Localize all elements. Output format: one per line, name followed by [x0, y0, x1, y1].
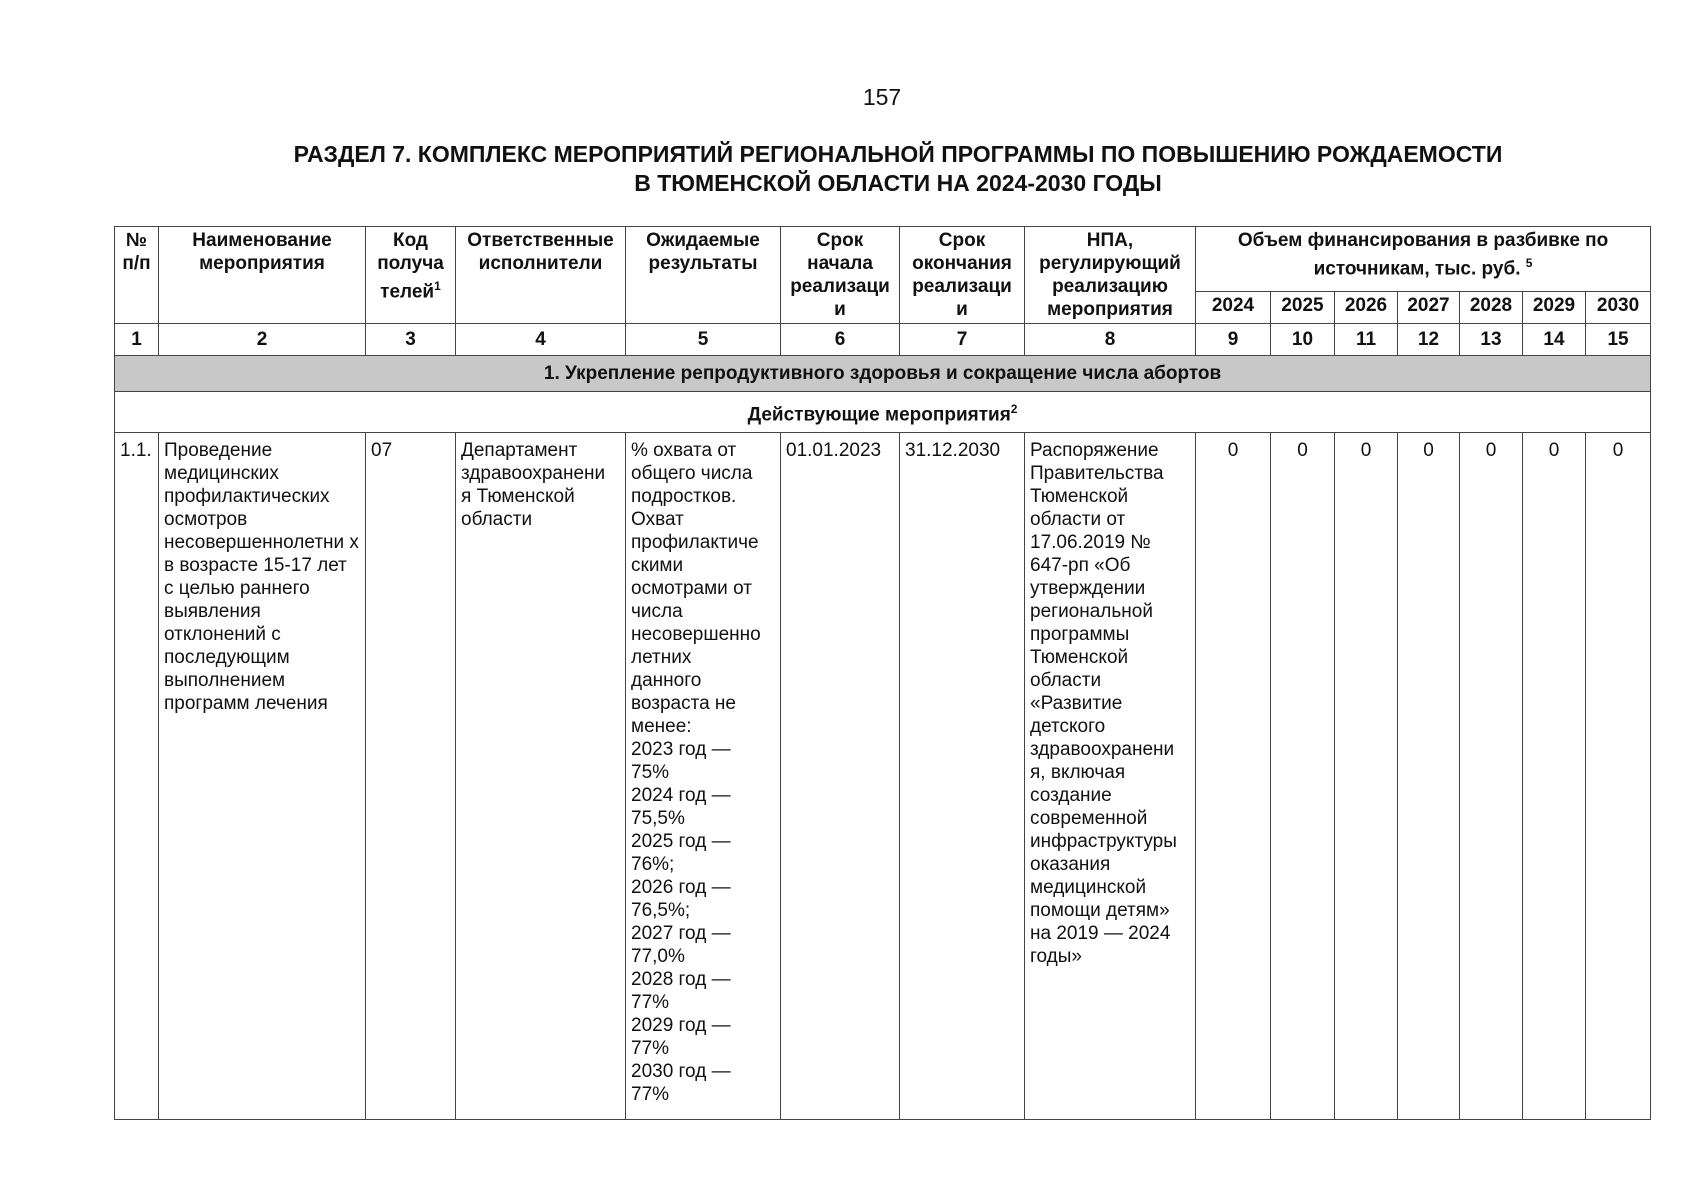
- result-line: 2028 год —: [631, 969, 731, 991]
- header-name: Наименование мероприятия: [159, 227, 366, 324]
- header-row: [115, 227, 1651, 292]
- section-title-line-2: В ТЮМЕНСКОЙ ОБЛАСТИ НА 2024-2030 ГОДЫ: [634, 170, 1162, 196]
- row-code: 07: [366, 433, 456, 1120]
- header-code-footnote: 1: [434, 279, 441, 293]
- subsection-heading-text: Действующие мероприятия: [747, 404, 1011, 426]
- section-title: [230, 140, 1566, 198]
- column-number: 14: [1523, 324, 1586, 356]
- row-funding-value: 0: [1398, 433, 1460, 1120]
- column-number-row: [115, 324, 1651, 356]
- result-line: 76%;: [631, 854, 675, 876]
- result-line: общего числа: [631, 463, 753, 485]
- result-line: 75%: [631, 762, 670, 784]
- result-line: 77,0%: [631, 946, 685, 968]
- row-funding-value: 0: [1460, 433, 1523, 1120]
- row-executor: Департамент здравоохранени я Тюменской области: [456, 433, 626, 1120]
- row-name: Проведение медицинских профилактических осмотров несовершеннолетни х в возрасте 15-17 лет с целью раннего выявления отклонений с последующим выполнением программ лечения: [159, 433, 366, 1120]
- result-line: 2023 год —: [631, 739, 731, 761]
- result-line: Охват: [631, 509, 684, 531]
- result-line: 2027 год —: [631, 923, 731, 945]
- result-line: 76,5%;: [631, 900, 691, 922]
- header-year: 2030: [1586, 291, 1651, 323]
- header-year: 2025: [1271, 291, 1335, 323]
- result-line: профилактиче: [631, 532, 759, 554]
- header-code-text: Код получа телей: [377, 230, 444, 303]
- row-funding-value: 0: [1271, 433, 1335, 1120]
- result-line: данного: [631, 670, 702, 692]
- result-line: 77%: [631, 1084, 670, 1106]
- column-number: 6: [781, 324, 900, 356]
- column-number: 13: [1460, 324, 1523, 356]
- header-num: № п/п: [115, 227, 159, 324]
- column-number: 15: [1586, 324, 1651, 356]
- result-line: осмотрами от: [631, 578, 752, 600]
- header-results: Ожидаемые результаты: [626, 227, 781, 324]
- result-line: несовершенно: [631, 624, 761, 646]
- result-line: летних: [631, 647, 692, 669]
- subsection-heading: [115, 392, 1651, 433]
- result-line: подростков.: [631, 486, 737, 508]
- row-npa: Распоряжение Правительства Тюменской области от 17.06.2019 № 647-рп «Об утверждении региональной программы Тюменской области «Развитие детского здравоохранени я, включая создание современной инфраструктуры оказания медицинской помощи детям» на 2019 — 2024 годы»: [1025, 433, 1196, 1120]
- column-number: 10: [1271, 324, 1335, 356]
- column-number: 12: [1398, 324, 1460, 356]
- column-number: 4: [456, 324, 626, 356]
- result-line: 75,5%: [631, 808, 685, 830]
- header-year: 2029: [1523, 291, 1586, 323]
- header-year: 2027: [1398, 291, 1460, 323]
- header-year: 2026: [1335, 291, 1398, 323]
- result-line: менее:: [631, 716, 692, 738]
- result-line: 77%: [631, 1038, 670, 1060]
- header-npa: НПА, регулирующий реализацию мероприятия: [1025, 227, 1196, 324]
- section-title-line-1: РАЗДЕЛ 7. КОМПЛЕКС МЕРОПРИЯТИЙ РЕГИОНАЛЬНОЙ ПРОГРАММЫ ПО ПОВЫШЕНИЮ РОЖДАЕМОСТИ: [293, 141, 1503, 167]
- column-number: 5: [626, 324, 781, 356]
- result-line: числа: [631, 601, 683, 623]
- header-funding-text: Объем финансирования в разбивке по источникам, тыс. руб.: [1237, 230, 1609, 280]
- result-line: 2029 год —: [631, 1015, 731, 1037]
- column-number: 8: [1025, 324, 1196, 356]
- header-year: 2028: [1460, 291, 1523, 323]
- header-funding-footnote: 5: [1525, 256, 1533, 270]
- header-executors: Ответственные исполнители: [456, 227, 626, 324]
- result-line: скими: [631, 555, 684, 577]
- section-heading-row: [115, 356, 1651, 392]
- header-code: [366, 227, 456, 324]
- result-line: 2026 год —: [631, 877, 731, 899]
- subsection-footnote: 2: [1010, 402, 1018, 416]
- subsection-heading-row: [115, 392, 1651, 433]
- column-number: 3: [366, 324, 456, 356]
- column-number: 1: [115, 324, 159, 356]
- section-heading: 1. Укрепление репродуктивного здоровья и сокращение числа абортов: [115, 356, 1651, 392]
- header-end: Срок окончания реализаци и: [900, 227, 1025, 324]
- result-line: 2024 год —: [631, 785, 731, 807]
- header-start: Срок начала реализаци и: [781, 227, 900, 324]
- row-results: [626, 433, 781, 1120]
- header-funding: [1196, 227, 1651, 292]
- row-end-date: 31.12.2030: [900, 433, 1025, 1120]
- row-start-date: 01.01.2023: [781, 433, 900, 1120]
- column-number: 9: [1196, 324, 1271, 356]
- row-funding-value: 0: [1586, 433, 1651, 1120]
- result-line: 2030 год —: [631, 1061, 731, 1083]
- row-num: 1.1.: [115, 433, 159, 1120]
- page-number: 157: [862, 84, 902, 110]
- measures-table: [114, 226, 1651, 1120]
- result-line: 77%: [631, 992, 670, 1014]
- column-number: 2: [159, 324, 366, 356]
- column-number: 7: [900, 324, 1025, 356]
- result-line: 2025 год —: [631, 831, 731, 853]
- row-funding-value: 0: [1523, 433, 1586, 1120]
- table-row: [115, 433, 1651, 1120]
- header-year: 2024: [1196, 291, 1271, 323]
- result-line: возраста не: [631, 693, 736, 715]
- result-line: % охвата от: [631, 440, 737, 462]
- row-funding-value: 0: [1335, 433, 1398, 1120]
- row-funding-value: 0: [1196, 433, 1271, 1120]
- column-number: 11: [1335, 324, 1398, 356]
